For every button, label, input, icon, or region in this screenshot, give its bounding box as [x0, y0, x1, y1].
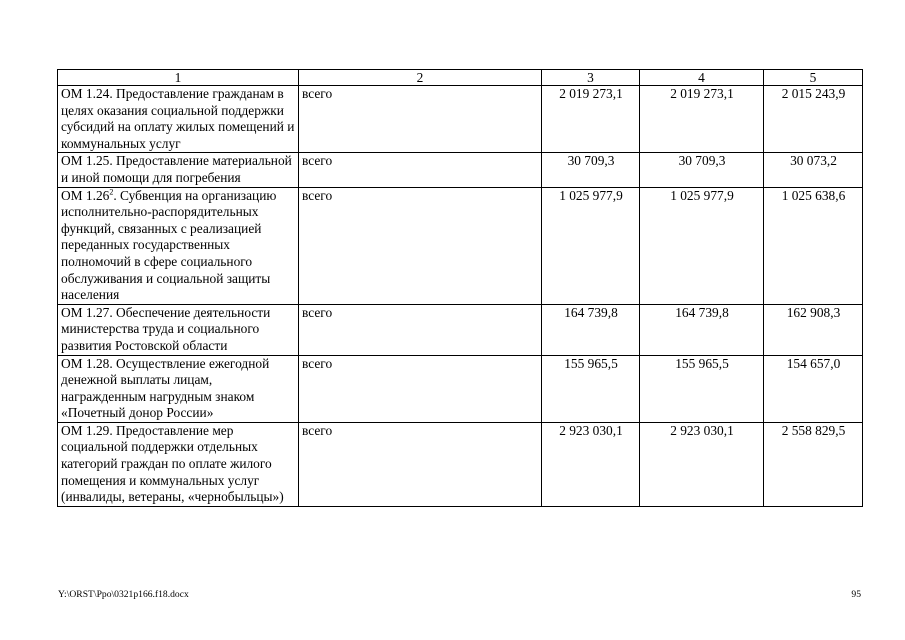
column-header-4: 4 — [640, 70, 764, 86]
row-name-cell: ОМ 1.25. Предоставление материальной и иной помощи для погребения — [58, 153, 299, 187]
row-type-cell: всего — [299, 422, 542, 506]
row-value-col4: 155 965,5 — [640, 355, 764, 422]
table-row — [58, 304, 863, 355]
table-row — [58, 422, 863, 506]
row-value-col3: 30 709,3 — [542, 153, 640, 187]
document-table — [57, 69, 863, 507]
row-value-col3: 2 923 030,1 — [542, 422, 640, 506]
column-header-1: 1 — [58, 70, 299, 86]
row-value-col5: 2 558 829,5 — [764, 422, 863, 506]
row-name-prefix: ОМ 1.26 — [61, 187, 110, 203]
row-value-col5: 162 908,3 — [764, 304, 863, 355]
row-type-cell: всего — [299, 355, 542, 422]
row-value-col4: 1 025 977,9 — [640, 187, 764, 304]
row-name-cell: ОМ 1.24. Предоставление гражданам в целях оказания социальной поддержки субсидий на оплату жилых помещений и коммунальных услуг — [58, 86, 299, 153]
row-value-col4: 164 739,8 — [640, 304, 764, 355]
row-value-col4: 30 709,3 — [640, 153, 764, 187]
table-row — [58, 187, 863, 304]
table-row — [58, 153, 863, 187]
row-type-cell: всего — [299, 153, 542, 187]
column-header-5: 5 — [764, 70, 863, 86]
row-type-cell: всего — [299, 187, 542, 304]
row-value-col5: 2 015 243,9 — [764, 86, 863, 153]
table-row — [58, 86, 863, 153]
row-value-col5: 154 657,0 — [764, 355, 863, 422]
row-value-col5: 1 025 638,6 — [764, 187, 863, 304]
row-value-col4: 2 923 030,1 — [640, 422, 764, 506]
page-number: 95 — [851, 589, 861, 600]
row-name-cell: ОМ 1.29. Предоставление мер социальной поддержки отдельных категорий граждан по оплате жилого помещения и коммунальных услуг (инвалиды, ветераны, «чернобыльцы») — [58, 422, 299, 506]
table-row — [58, 355, 863, 422]
row-name-cell — [58, 187, 299, 304]
row-name-cell: ОМ 1.28. Осуществление ежегодной денежной выплаты лицам, награжденным нагрудным знаком «Почетный донор России» — [58, 355, 299, 422]
row-name-cell: ОМ 1.27. Обеспечение деятельности министерства труда и социального развития Ростовской области — [58, 304, 299, 355]
footer-file-path: Y:\ORST\Ppo\0321p166.f18.docx — [58, 589, 189, 600]
column-header-3: 3 — [542, 70, 640, 86]
row-value-col4: 2 019 273,1 — [640, 86, 764, 153]
row-value-col3: 1 025 977,9 — [542, 187, 640, 304]
table-header-row — [58, 70, 863, 86]
row-value-col3: 164 739,8 — [542, 304, 640, 355]
footnote-marker: 2 — [109, 187, 114, 197]
row-value-col5: 30 073,2 — [764, 153, 863, 187]
row-type-cell: всего — [299, 86, 542, 153]
column-header-2: 2 — [299, 70, 542, 86]
row-value-col3: 155 965,5 — [542, 355, 640, 422]
row-type-cell: всего — [299, 304, 542, 355]
row-value-col3: 2 019 273,1 — [542, 86, 640, 153]
row-name-suffix: . Субвенция на организацию исполнительно-распорядительных функций, связанных с реализацией переданных государственных полномочий в сфере социального обслуживания и социальной защиты населения — [61, 187, 277, 303]
